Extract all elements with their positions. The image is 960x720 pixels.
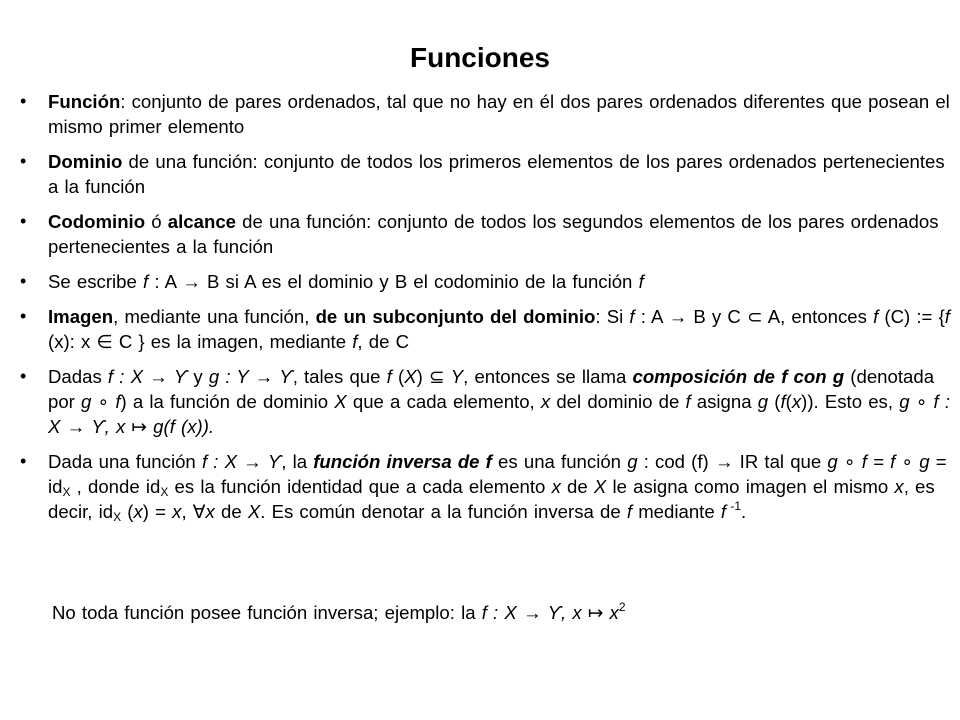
text: No toda función posee función inversa; ejemplo: la	[52, 602, 482, 623]
term-inversa: función inversa de f	[313, 451, 492, 472]
text: )). Esto es,	[801, 391, 900, 412]
math: g ∘ f : X → ϒ, x ↦ g(f (x)).	[48, 391, 950, 437]
math: f	[685, 391, 691, 412]
text: (	[121, 501, 134, 522]
bullet-marker: •	[20, 91, 27, 111]
text: , mediante una función,	[113, 306, 316, 327]
text: asigna	[690, 391, 758, 412]
bullet-marker: •	[20, 451, 27, 471]
term-composicion: composición de f con g	[632, 366, 845, 387]
math: f : X → ϒ	[201, 451, 282, 472]
math: f	[720, 501, 727, 522]
text: (denotada por	[48, 366, 935, 412]
text: ) =	[142, 501, 173, 522]
bullet-marker: •	[20, 151, 27, 171]
math: g	[627, 451, 638, 472]
text: : cod (f) → IR tal que	[637, 451, 828, 472]
text: Dadas	[48, 366, 108, 387]
text: que a cada elemento,	[346, 391, 541, 412]
bullet-marker: •	[20, 366, 27, 386]
term-subconjunto: de un subconjunto del dominio	[315, 306, 596, 327]
text: (	[785, 391, 792, 412]
text: Se escribe	[48, 271, 144, 292]
text-o: ó	[145, 211, 168, 232]
math: X	[247, 501, 261, 522]
text: (	[768, 391, 781, 412]
text: ) a la función de dominio	[120, 391, 335, 412]
text: y	[187, 366, 209, 387]
text: de	[560, 476, 594, 497]
bullet-composicion	[20, 364, 950, 439]
slide-title: Funciones	[409, 42, 550, 73]
bullet-notacion	[20, 269, 950, 294]
math: x	[172, 501, 182, 522]
text: = id	[48, 451, 947, 497]
math-f: f	[629, 306, 635, 327]
text: , es decir, id	[48, 476, 935, 522]
math: X	[334, 391, 347, 412]
term-dominio: Dominio	[48, 151, 123, 172]
bullet-marker: •	[20, 211, 27, 231]
bullet-codominio	[20, 209, 950, 259]
text: (	[391, 366, 405, 387]
math: x	[791, 391, 802, 412]
term-funcion: Función	[48, 91, 121, 112]
math: X	[593, 476, 607, 497]
bullet-marker: •	[20, 271, 27, 291]
term-alcance: alcance	[167, 211, 237, 232]
math-f: f	[873, 306, 879, 327]
math: x	[540, 391, 551, 412]
bullet-inversa	[20, 449, 950, 524]
text: le asigna como imagen el mismo	[606, 476, 895, 497]
text: . Es común denotar a la función inversa de	[260, 501, 627, 522]
text: ) ⊆	[416, 366, 451, 387]
text: de	[214, 501, 248, 522]
text: mediante	[632, 501, 721, 522]
math: g	[757, 391, 769, 412]
text: : A → B y C ⊂ A, entonces	[634, 306, 874, 327]
text: Dada una función	[48, 451, 202, 472]
text: (C) := {	[878, 306, 945, 327]
text: : A → B si A es el dominio y B el codominio de la función	[148, 271, 639, 292]
dominio-definition: de una función: conjunto de todos los primeros elementos de los pares ordenados pertenecientes a la función	[48, 151, 945, 197]
note-inversa	[52, 600, 932, 625]
subscript: X	[62, 485, 71, 499]
subscript: X	[113, 510, 122, 524]
math: f	[386, 366, 392, 387]
text: , ∀	[181, 501, 206, 522]
bullet-dominio	[20, 149, 950, 199]
text: , de C	[357, 331, 410, 352]
text: del dominio de	[550, 391, 686, 412]
math: x	[894, 476, 904, 497]
codominio-definition: de una función: conjunto de todos los segundos elementos de los pares ordenados pertenecientes a la función	[48, 211, 939, 257]
text: , tales que	[292, 366, 387, 387]
text: .	[741, 501, 747, 522]
term-codominio: Codominio	[48, 211, 146, 232]
math: f	[626, 501, 633, 522]
math: g ∘ f	[81, 391, 121, 412]
math: X	[404, 366, 417, 387]
math-f: f	[143, 271, 149, 292]
math-f: f	[944, 306, 950, 327]
term-imagen: Imagen	[48, 306, 114, 327]
bullet-imagen	[20, 304, 950, 354]
math: x	[133, 501, 143, 522]
math: f	[780, 391, 786, 412]
math: f : X → ϒ	[107, 366, 188, 387]
text: es la función identidad que a cada elemento	[168, 476, 552, 497]
math: g : Y → ϒ	[208, 366, 293, 387]
bullet-funcion	[20, 89, 950, 139]
math: f : X → ϒ, x ↦ x	[481, 602, 619, 623]
text: , donde id	[70, 476, 161, 497]
math-f: f	[638, 271, 644, 292]
superscript: -1	[726, 499, 742, 513]
text: : Si	[595, 306, 630, 327]
bullet-list	[20, 89, 950, 534]
math: Y	[450, 366, 464, 387]
superscript: 2	[618, 600, 626, 614]
text: , entonces se llama	[463, 366, 633, 387]
math: x	[205, 501, 215, 522]
text: es una función	[491, 451, 628, 472]
math-f: f	[352, 331, 358, 352]
funcion-definition: : conjunto de pares ordenados, tal que no hay en él dos pares ordenados diferentes que posean el mismo primer elemento	[48, 91, 950, 137]
math: x	[551, 476, 561, 497]
text: , la	[281, 451, 314, 472]
text: (x): x ∈ C } es la imagen, mediante	[48, 331, 353, 352]
subscript: X	[160, 485, 169, 499]
bullet-marker: •	[20, 306, 27, 326]
math: g ∘ f = f ∘ g	[827, 451, 930, 472]
